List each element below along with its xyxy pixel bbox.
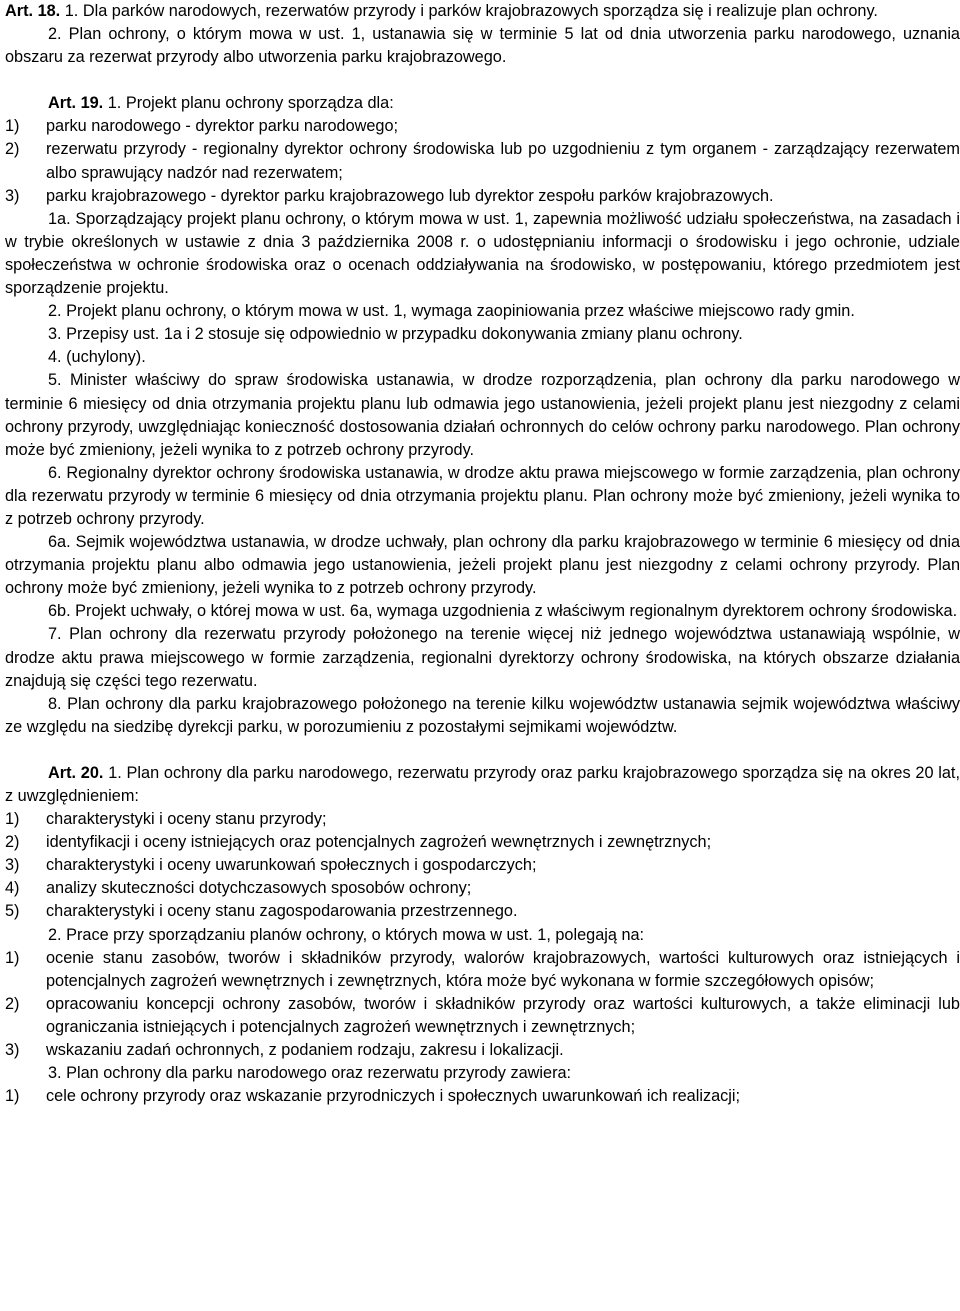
list-item — [5, 993, 960, 1039]
list-item-number: 5) — [5, 902, 20, 921]
document-page — [5, 0, 960, 1108]
art18-text-1: 1. Dla parków narodowych, rezerwatów przyrody i parków krajobrazowych sporządza się i realizuje plan ochrony. — [60, 2, 878, 20]
art20-paragraph-2: 2. Prace przy sporządzaniu planów ochrony, o których mowa w ust. 1, polegają na: — [48, 925, 645, 944]
list-item-text: analizy skuteczności dotychczasowych sposobów ochrony; — [46, 879, 472, 898]
list-item — [5, 808, 960, 831]
art18-paragraph-1 — [5, 0, 960, 23]
list-item-text: charakterystyki i oceny stanu zagospodarowania przestrzennego. — [46, 902, 518, 921]
art20-heading: Art. 20. — [48, 763, 104, 782]
list-item — [5, 115, 960, 138]
list-item — [5, 185, 960, 208]
list-item-number: 1) — [5, 1087, 20, 1106]
art19-paragraph-8: 8. Plan ochrony dla parku krajobrazowego położonego na terenie kilku województw ustanawia sejmik województwa właściwy ze względu na siedzibę dyrekcji parku, w porozumieniu z pozostałymi sejmikami województw. — [5, 694, 960, 736]
list-item — [5, 854, 960, 877]
list-item-number: 2) — [5, 994, 20, 1013]
list-item-number: 2) — [5, 833, 20, 852]
art18-heading: Art. 18. — [5, 2, 61, 20]
list-item-number: 3) — [5, 186, 20, 205]
list-item-number: 1) — [5, 948, 20, 967]
art18-paragraph-2: 2. Plan ochrony, o którym mowa w ust. 1, ustanawia się w terminie 5 lat od dnia utworzenia parku narodowego, uznania obszaru za rezerwat przyrody albo utworzenia parku krajobrazowego. — [5, 25, 960, 67]
art20-paragraph-1 — [5, 762, 960, 808]
list-item — [5, 1085, 960, 1108]
list-item-text: parku krajobrazowego - dyrektor parku krajobrazowego lub dyrektor zespołu parków krajobrazowych. — [46, 186, 774, 205]
list-item — [5, 1039, 960, 1062]
art19-paragraph-1a: 1a. Sporządzający projekt planu ochrony, o którym mowa w ust. 1, zapewnia możliwość udziału społeczeństwa, na zasadach i w trybie określonych w ustawie z dnia 3 października 2008 r. o udostępnianiu informacji o środowisku i jego ochronie, udziale społeczeństwa w ochronie środowiska oraz o ocenach oddziaływania na środowisko, w postępowaniu, którego przedmiotem jest sporządzenie projektu. — [5, 209, 960, 298]
art19-text-1: 1. Projekt planu ochrony sporządza dla: — [103, 94, 394, 113]
list-item-text: charakterystyki i oceny uwarunkowań społecznych i gospodarczych; — [46, 856, 537, 875]
list-item-number: 3) — [5, 856, 20, 875]
section-gap — [5, 69, 960, 92]
art19-heading: Art. 19. — [48, 94, 104, 113]
list-item-text: wskazaniu zadań ochronnych, z podaniem rodzaju, zakresu i lokalizacji. — [46, 1041, 564, 1060]
art19-paragraph-5: 5. Minister właściwy do spraw środowiska ustanawia, w drodze rozporządzenia, plan ochrony dla parku narodowego w terminie 6 miesięcy od dnia otrzymania projektu planu lub odmawia jego ustanowienia, jeżeli projekt planu jest niezgodny z celami ochrony przyrody, uwzględniając konieczność dostosowania działań ochronnych do celów ochrony parku narodowego. Plan ochrony może być zmieniony, jeżeli wynika to z potrzeb ochrony przyrody. — [5, 371, 960, 459]
list-item — [5, 831, 960, 854]
list-item — [5, 138, 960, 184]
list-item-number: 1) — [5, 810, 20, 829]
art19-paragraph-6a: 6a. Sejmik województwa ustanawia, w drodze uchwały, plan ochrony dla parku krajobrazowego w terminie 6 miesięcy od dnia otrzymania projektu planu albo odmawia jego ustanowienia, jeżeli projekt planu jest niezgodny z celami ochrony przyrody. Plan ochrony może być zmieniony, jeżeli wynika to z potrzeb ochrony przyrody. — [5, 533, 960, 598]
art19-paragraph-2: 2. Projekt planu ochrony, o którym mowa w ust. 1, wymaga zaopiniowania przez właściwe miejscowo rady gmin. — [48, 302, 855, 321]
art19-paragraph-6b: 6b. Projekt uchwały, o której mowa w ust. 6a, wymaga uzgodnienia z właściwym regionalnym dyrektorem ochrony środowiska. — [48, 602, 958, 621]
art19-paragraph-1 — [5, 92, 960, 115]
list-item-number: 2) — [5, 140, 20, 159]
list-item-text: cele ochrony przyrody oraz wskazanie przyrodniczych i społecznych uwarunkowań ich realizacji; — [46, 1087, 741, 1106]
list-item-number: 3) — [5, 1041, 20, 1060]
art19-paragraph-3: 3. Przepisy ust. 1a i 2 stosuje się odpowiednio w przypadku dokonywania zmiany planu ochrony. — [48, 325, 743, 344]
art19-paragraph-6: 6. Regionalny dyrektor ochrony środowiska ustanawia, w drodze aktu prawa miejscowego w formie zarządzenia, plan ochrony dla rezerwatu przyrody w terminie 6 miesięcy od dnia otrzymania projektu planu. Plan ochrony może być zmieniony, jeżeli wynika to z potrzeb ochrony przyrody. — [5, 463, 960, 528]
art19-paragraph-7: 7. Plan ochrony dla rezerwatu przyrody położonego na terenie więcej niż jednego województwa ustanawiają wspólnie, w drodze aktu prawa miejscowego w formie zarządzenia, regionalni dyrektorzy ochrony środowiska, na których obszarze działania znajdują się części tego rezerwatu. — [5, 625, 960, 690]
list-item-number: 4) — [5, 879, 20, 898]
list-item-text: opracowaniu koncepcji ochrony zasobów, tworów i składników przyrody oraz wartości kulturowych, a także eliminacji lub ograniczania istniejących i potencjalnych zagrożeń wewnętrznych i zewnętrznych; — [46, 994, 960, 1036]
list-item-text: ocenie stanu zasobów, tworów i składników przyrody, walorów krajobrazowych, wartości kulturowych oraz istniejących i potencjalnych zagrożeń wewnętrznych i zewnętrznych, która może być wykonana w formie szczegółowych opisów; — [46, 948, 960, 990]
list-item-number: 1) — [5, 117, 20, 136]
list-item-text: parku narodowego - dyrektor parku narodowego; — [46, 117, 399, 136]
list-item — [5, 877, 960, 900]
list-item — [5, 947, 960, 993]
list-item — [5, 900, 960, 923]
art19-paragraph-4: 4. (uchylony). — [48, 348, 146, 367]
list-item-text: identyfikacji i oceny istniejących oraz potencjalnych zagrożeń wewnętrznych i zewnętrznych; — [46, 833, 712, 852]
section-gap — [5, 739, 960, 762]
list-item-text: charakterystyki i oceny stanu przyrody; — [46, 810, 327, 829]
art20-text-1: 1. Plan ochrony dla parku narodowego, rezerwatu przyrody oraz parku krajobrazowego sporządza się na okres 20 lat, z uwzględnieniem: — [5, 763, 960, 805]
art20-paragraph-3: 3. Plan ochrony dla parku narodowego oraz rezerwatu przyrody zawiera: — [48, 1064, 572, 1083]
list-item-text: rezerwatu przyrody - regionalny dyrektor ochrony środowiska lub po uzgodnieniu z tym organem - zarządzający rezerwatem albo sprawujący nadzór nad rezerwatem; — [46, 140, 960, 182]
